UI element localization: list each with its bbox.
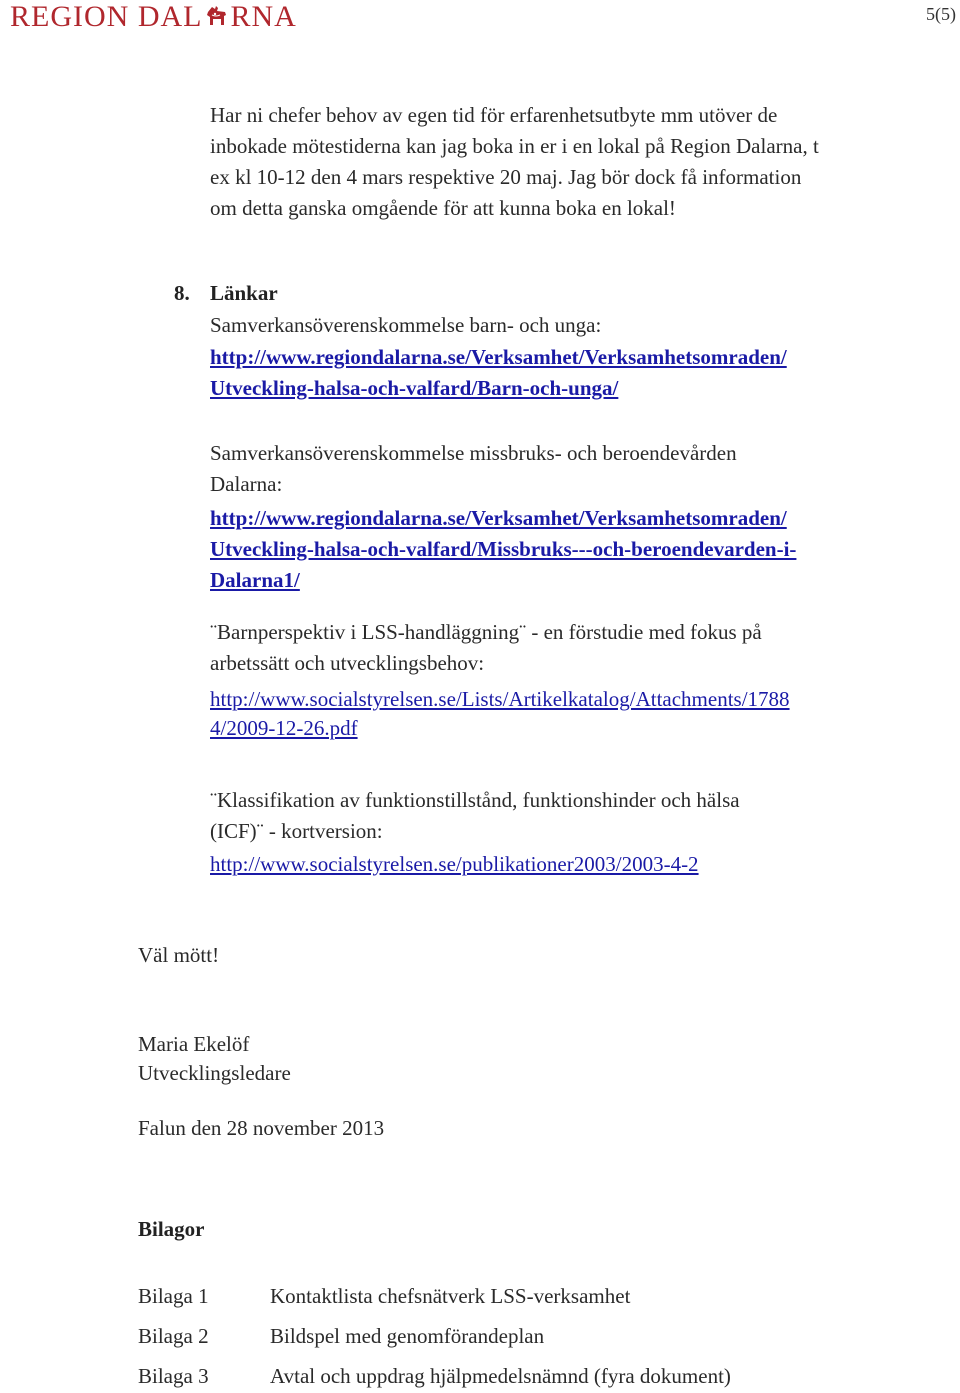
attachment-label: Bilaga 2 (138, 1324, 209, 1348)
link-url[interactable]: Utveckling-halsa-och-valfard/Barn-och-unga/ (210, 376, 619, 400)
link-label (210, 617, 762, 679)
attachment-title: Bildspel med genomförandeplan (270, 1324, 545, 1348)
logo-text-right: RNA (230, 0, 297, 33)
link-label-line: ¨Klassifikation av funktionstillstånd, funktionshinder och hälsa (210, 788, 740, 812)
link-label-line: Samverkansöverenskommelse missbruks- och beroendevården (210, 441, 737, 465)
attachment-label: Bilaga 3 (138, 1364, 209, 1388)
section-title: Länkar (210, 281, 278, 305)
greeting: Väl mött! (138, 943, 220, 967)
intro-line: Har ni chefer behov av egen tid för erfarenhetsutbyte mm utöver de (210, 103, 778, 127)
intro-line: ex kl 10-12 den 4 mars respektive 20 maj. Jag bör dock få information (210, 165, 802, 189)
signer-name: Maria Ekelöf (138, 1032, 250, 1056)
link-url-block (210, 342, 787, 404)
link-label-line: (ICF)¨ - kortversion: (210, 819, 383, 843)
signer-role: Utvecklingsledare (138, 1061, 291, 1085)
link-label-line: ¨Barnperspektiv i LSS-handläggning¨ - en förstudie med fokus på (210, 620, 762, 644)
link-url-block (210, 685, 790, 743)
link-url[interactable]: http://www.socialstyrelsen.se/Lists/Artikelkatalog/Attachments/1788 (210, 687, 790, 711)
place-date: Falun den 28 november 2013 (138, 1116, 385, 1140)
intro-paragraph (210, 100, 819, 224)
attachment-label: Bilaga 1 (138, 1284, 209, 1308)
intro-line: inbokade mötestiderna kan jag boka in er i en lokal på Region Dalarna, t (210, 134, 819, 158)
logo-text-left: REGION DAL (10, 0, 203, 33)
dala-horse-icon (203, 3, 229, 29)
signature (138, 1030, 291, 1088)
region-dalarna-logo (10, 0, 297, 34)
link-url[interactable]: http://www.regiondalarna.se/Verksamhet/Verksamhetsomraden/ (210, 506, 787, 530)
attachment-title: Avtal och uppdrag hjälpmedelsnämnd (fyra dokument) (270, 1364, 731, 1388)
link-label-line: arbetssätt och utvecklingsbehov: (210, 651, 485, 675)
attachment-title: Kontaktlista chefsnätverk LSS-verksamhet (270, 1284, 631, 1308)
link-url[interactable]: Utveckling-halsa-och-valfard/Missbruks---och-beroendevarden-i- (210, 537, 797, 561)
link-label-line: Dalarna: (210, 472, 283, 496)
link-url[interactable]: Dalarna1/ (210, 568, 300, 592)
link-url[interactable]: http://www.socialstyrelsen.se/publikationer2003/2003-4-2 (210, 852, 699, 876)
link-url[interactable]: http://www.regiondalarna.se/Verksamhet/Verksamhetsomraden/ (210, 345, 787, 369)
link-url-block (210, 503, 796, 596)
intro-line: om detta ganska omgående för att kunna boka en lokal! (210, 196, 676, 220)
link-label: Samverkansöverenskommelse barn- och unga: (210, 313, 602, 337)
page-number: 5(5) (926, 4, 956, 24)
section-number: 8. (174, 281, 190, 305)
attachments-heading: Bilagor (138, 1217, 205, 1241)
link-label (210, 438, 737, 500)
link-url[interactable]: 4/2009-12-26.pdf (210, 716, 358, 740)
link-label (210, 785, 740, 847)
link-url-block (210, 849, 699, 880)
